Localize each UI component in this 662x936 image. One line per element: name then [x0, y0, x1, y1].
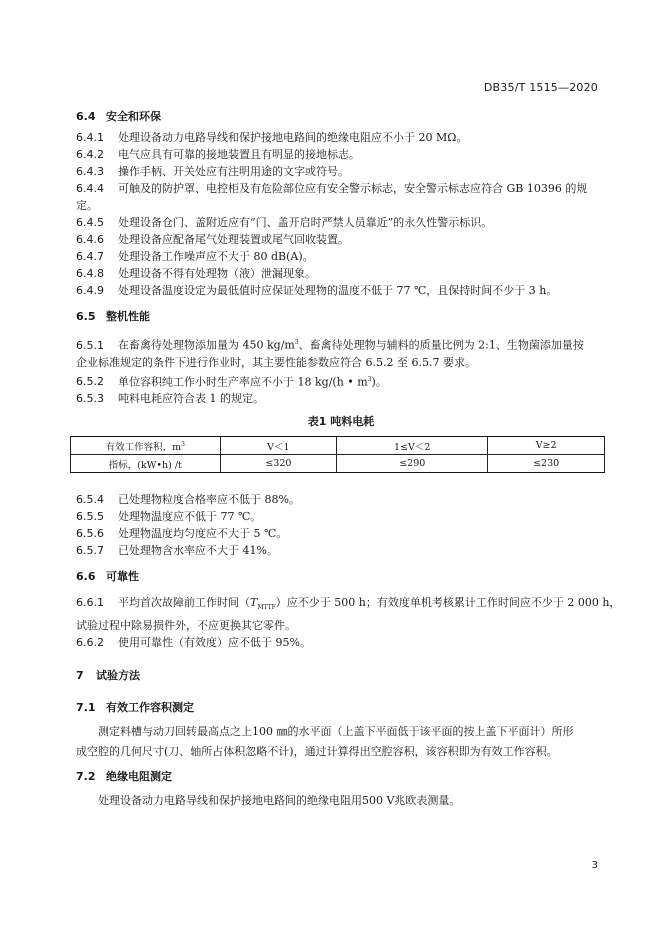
- paragraph-7-2: 处理设备动力电路导线和保护接地电路间的绝缘电阻用500 V兆欧表测量。: [98, 793, 461, 807]
- clause-6-4-7: [76, 248, 606, 265]
- section-heading-7-1: [76, 699, 606, 716]
- subscript: MTTF: [257, 604, 276, 612]
- symbol: T: [250, 596, 258, 610]
- clause-text: 平均首次故障前工作时间（: [118, 596, 250, 610]
- superscript: 3: [294, 339, 299, 346]
- table-header-label-cell: [71, 437, 221, 455]
- document-body: [76, 108, 621, 811]
- section-number: 6.5: [76, 310, 96, 323]
- clause-number: 6.4.1: [76, 131, 104, 144]
- clause-text: 在畜禽待处理物添加量为 450 kg/m: [118, 338, 295, 352]
- clause-text: 处理设备仓门、盖附近应有“门、盖开启时严禁人员靠近”的永久性警示标识。: [118, 216, 493, 229]
- clause-6-4-4-continued: 定。: [76, 199, 98, 212]
- clause-number: 6.4.3: [76, 165, 104, 178]
- clause-6-4-1: [76, 129, 606, 146]
- clause-number: 6.4.4: [76, 182, 104, 195]
- clause-text: 处理设备工作噪声应不大于 80 dB(A)。: [118, 250, 314, 263]
- clause-6-4-5: [76, 214, 606, 231]
- section-number: 7.2: [76, 769, 96, 783]
- clause-number: 6.4.5: [76, 216, 104, 229]
- clause-6-5-1: [76, 334, 606, 354]
- clause-number: 6.5.6: [76, 527, 104, 541]
- clause-number: 6.4.7: [76, 250, 104, 263]
- clause-6-4-9: [76, 282, 606, 299]
- section-heading-6-5: [76, 308, 606, 325]
- power-consumption-table: [70, 436, 605, 473]
- clause-6-5-2: [76, 371, 606, 391]
- clause-text: 吨料电耗应符合表 1 的规定。: [118, 392, 264, 406]
- clause-6-4-3: [76, 163, 606, 180]
- clause-number: 6.5.4: [76, 493, 104, 507]
- paragraph-7-1-line-1: 测定料槽与动刀回转最高点之上100 ㎜的水平面（上盖下平面低于该平面的按上盖下平面计）所形: [98, 724, 574, 738]
- clause-number: 6.6.1: [76, 596, 104, 610]
- table-row-label-cell: 指标，(kW•h) /t: [71, 455, 221, 473]
- clause-number: 6.4.9: [76, 284, 104, 297]
- clause-text: 电气应具有可靠的接地装置且有明显的接地标志。: [118, 148, 360, 161]
- section-number: 6.6: [76, 570, 96, 584]
- clause-number: 6.4.2: [76, 148, 104, 161]
- clause-text: 、畜禽待处理物与辅料的质量比例为 2:1、生物菌添加量按: [298, 338, 584, 352]
- clause-text: 已处理物粒度合格率应不低于 88%。: [118, 493, 300, 507]
- clause-6-4-8: [76, 265, 606, 282]
- clause-6-4-2: [76, 146, 606, 163]
- clause-text: ）应不少于 500 h；有效度单机考核累计工作时间应不少于 2 000 h，: [275, 596, 621, 610]
- section-title: 有效工作容积测定: [106, 700, 194, 714]
- table-header-row: [71, 437, 605, 455]
- clause-number: 6.6.2: [76, 635, 104, 649]
- clause-text: 处理物温度均匀度应不大于 5 ℃。: [118, 527, 288, 541]
- clause-text: 处理设备温度设定为最低值时应保证处理物的温度不低于 77 ℃，且保持时间不少于 3 h。: [118, 284, 558, 297]
- section-heading-6-6: [76, 568, 606, 585]
- clause-text: 操作手柄、开关处应有注明用途的文字或符号。: [118, 165, 349, 178]
- section-heading-7-2: [76, 768, 606, 785]
- table-header-cell: 1≤V＜2: [337, 437, 488, 455]
- table-row: [71, 455, 605, 473]
- chapter-title: 试验方法: [96, 668, 140, 682]
- superscript: 3: [367, 375, 372, 383]
- table-header-cell: V＜1: [220, 437, 337, 455]
- section-title: 绝缘电阻测定: [106, 769, 172, 783]
- clause-number: 6.5.1: [76, 338, 104, 352]
- clause-6-4-4: [76, 180, 606, 197]
- clause-text: 可触及的防护罩、电控柜及有危险部位应有安全警示标志，安全警示标志应符合 GB 10396 的规: [118, 182, 588, 195]
- clause-text: )。: [371, 375, 387, 389]
- paragraph-7-1-line-2: 成空腔的几何尺寸(刀、轴所占体积忽略不计)，通过计算得出空腔容积，该容积即为有效工作容积。: [76, 744, 558, 758]
- table-title: 表1 吨料电耗: [307, 415, 375, 429]
- table-cell: ≤230: [488, 455, 605, 473]
- clause-6-6-1: [76, 594, 621, 616]
- clause-text: 处理物温度应不低于 77 ℃。: [118, 510, 262, 524]
- table-cell: ≤290: [337, 455, 488, 473]
- chapter-number: 7: [76, 668, 84, 682]
- clause-number: 6.5.5: [76, 510, 104, 524]
- section-heading-6-4: [76, 108, 606, 125]
- clause-number: 6.5.2: [76, 375, 104, 389]
- document-code: DB35/T 1515—2020: [483, 81, 598, 94]
- clause-text: 单位容积纯工作小时生产率应不小于 18 kg/(h • m: [118, 375, 368, 389]
- clause-6-5-4: [76, 491, 606, 508]
- clause-text: 使用可靠性（有效度）应不低于 95%。: [118, 635, 311, 649]
- clause-6-6-1-continued: 试验过程中除易损件外，不应更换其它零件。: [76, 618, 296, 632]
- table-header-cell: V≥2: [488, 437, 605, 455]
- section-title: 整机性能: [106, 310, 150, 323]
- clause-6-4-6: [76, 231, 606, 248]
- section-title: 安全和环保: [106, 110, 161, 123]
- section-number: 6.4: [76, 110, 96, 123]
- page-number: 3: [591, 860, 598, 871]
- header-label-text: 有效工作容积，m: [105, 441, 182, 453]
- chapter-heading-7: [76, 667, 606, 684]
- clause-6-5-5: [76, 508, 606, 525]
- clause-text: 处理设备应配备尾气处理装置或尾气回收装置。: [118, 233, 349, 246]
- section-title: 可靠性: [106, 570, 139, 584]
- superscript: 3: [181, 440, 185, 448]
- clause-text: 处理设备动力电路导线和保护接地电路间的绝缘电阻应不小于 20 MΩ。: [118, 131, 468, 144]
- clause-number: 6.5.7: [76, 544, 104, 558]
- clause-number: 6.4.6: [76, 233, 104, 246]
- table-cell: ≤320: [220, 455, 337, 473]
- clause-6-5-1-continued: 企业标准规定的条件下进行作业时，其主要性能参数应符合 6.5.2 至 6.5.7 要求。: [76, 355, 476, 369]
- clause-6-5-3: [76, 390, 606, 407]
- clause-text: 处理设备不得有处理物（液）泄漏现象。: [118, 267, 316, 280]
- section-number: 7.1: [76, 700, 96, 714]
- clause-6-5-6: [76, 525, 606, 542]
- clause-6-5-7: [76, 542, 606, 559]
- clause-6-6-2: [76, 634, 606, 651]
- clause-number: 6.5.3: [76, 392, 104, 406]
- clause-number: 6.4.8: [76, 267, 104, 280]
- clause-text: 已处理物含水率应不大于 41%。: [118, 544, 278, 558]
